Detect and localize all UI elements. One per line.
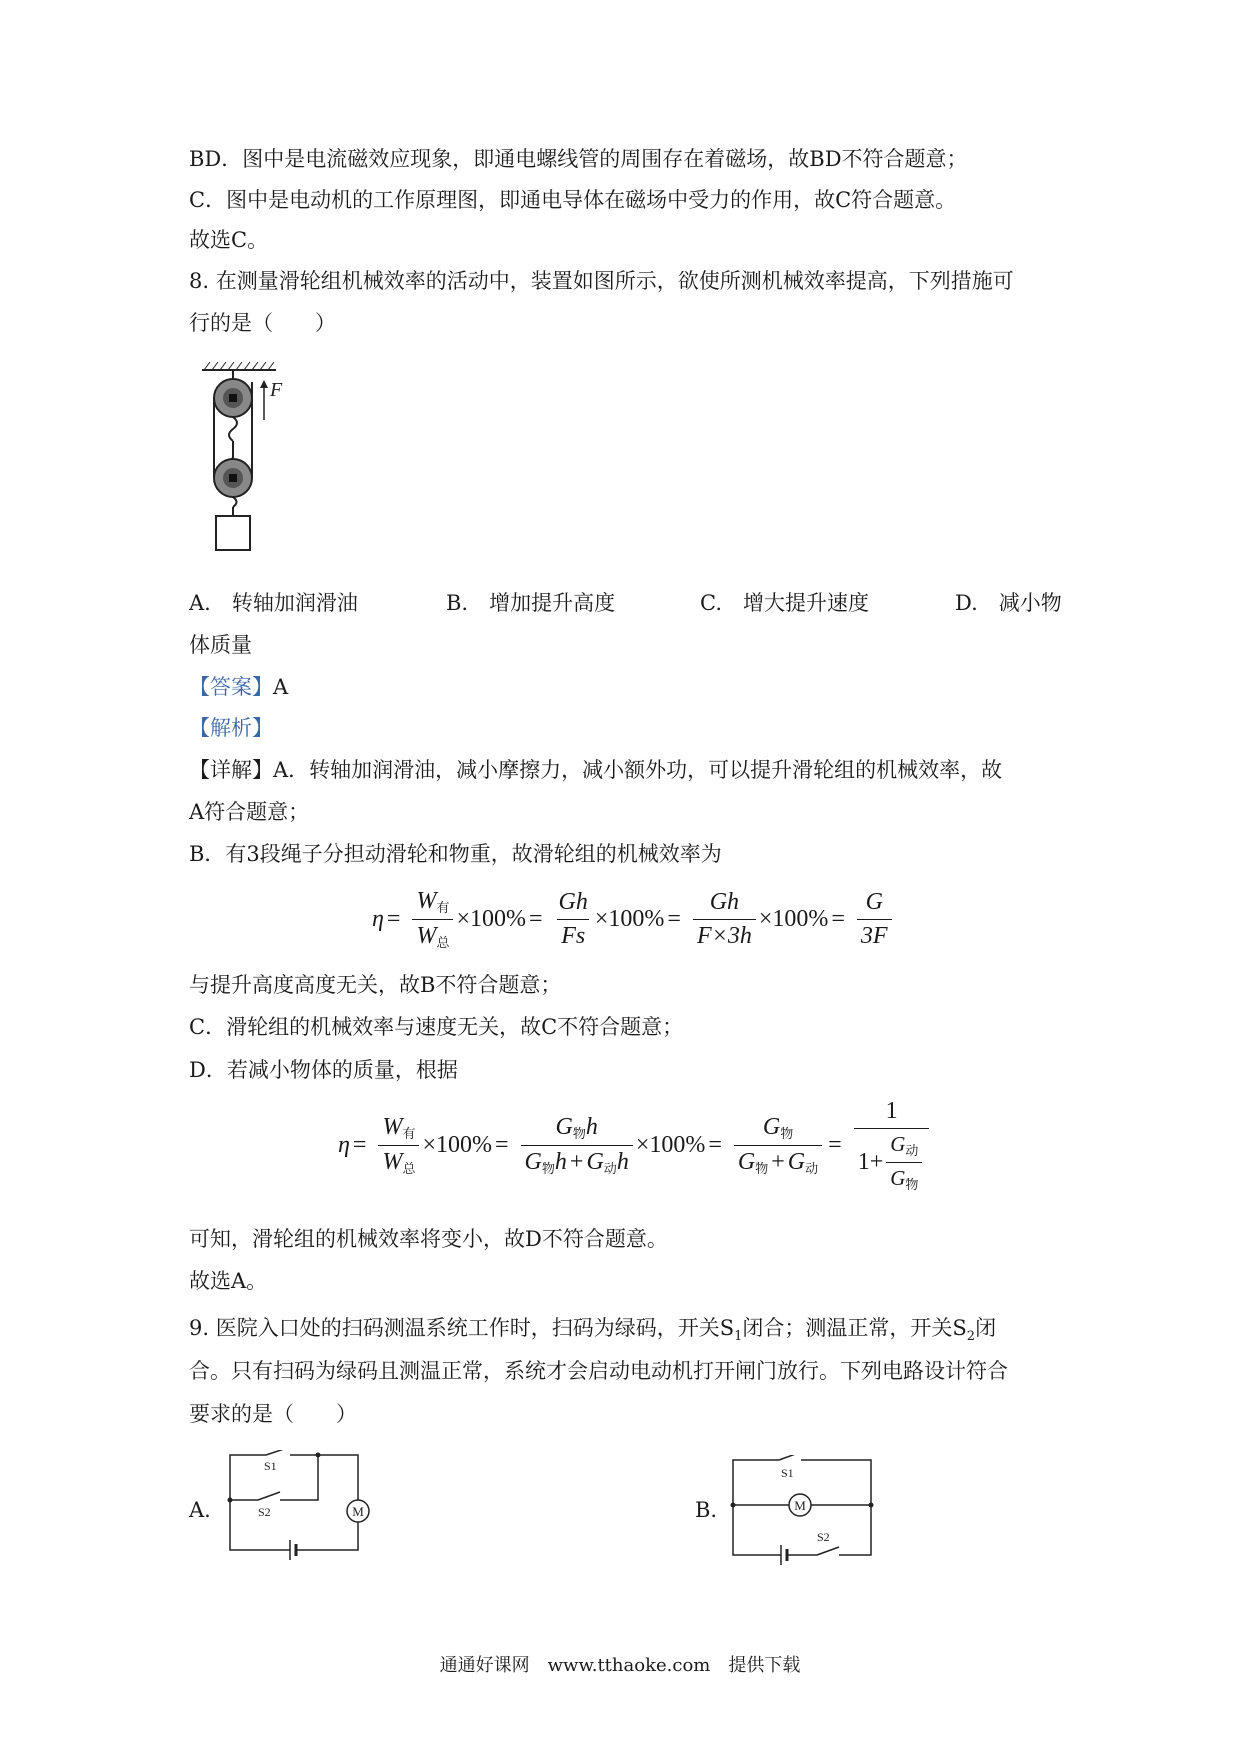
q9-option-b-label: B. (695, 1498, 718, 1522)
detail-line-a-cont: A符合题意； (189, 800, 310, 824)
efficiency-equation-1: η = $\frac{W_有}{W_总}$ ×100% = $\frac{Gh}{Fs}$ ×100% = $\frac{Gh}{F\times 3h}$ ×100% = $\frac{G}{3F}$ (372, 888, 895, 951)
switch-s2-label-a: S2 (258, 1505, 271, 1519)
detail-line-d: D．若减小物体的质量，根据 (189, 1058, 458, 1082)
detail-line-b-conclusion: 与提升高度高度无关，故B不符合题意； (189, 973, 562, 997)
motor-label-b: M (794, 1498, 806, 1513)
detail-line-choose-a: 故选A。 (189, 1269, 268, 1293)
detail-line-d-conclusion: 可知，滑轮组的机械效率将变小，故D不符合题意。 (189, 1227, 668, 1251)
page-footer: 通通好课网 www.tthaoke.com 提供下载 (439, 1655, 801, 1676)
q8-option-d: D. 减小物 (955, 591, 1062, 615)
answer-value: A (273, 675, 289, 699)
switch-s1-label-a: S1 (264, 1459, 277, 1473)
question-9-line-3: 要求的是（ ） (189, 1402, 357, 1426)
analysis-tag: 【解析】 (189, 716, 273, 740)
detail-line-c: C．滑轮组的机械效率与速度无关，故C不符合题意； (189, 1015, 684, 1039)
switch-s2-label-b: S2 (817, 1530, 830, 1544)
circuit-diagram-a (218, 1450, 378, 1565)
question-8-line-1: 8. 在测量滑轮组机械效率的活动中，装置如图所示，欲使所测机械效率提高，下列措施可 (189, 269, 1014, 293)
question-9-line-2: 合。只有扫码为绿码且测温正常，系统才会启动电动机打开闸门放行。下列电路设计符合 (189, 1359, 1008, 1383)
q8-option-c: C. 增大提升速度 (700, 591, 869, 615)
eta-symbol: η (372, 906, 384, 932)
switch-s1-label-b: S1 (781, 1466, 794, 1480)
solution-line-choose-c: 故选C。 (189, 228, 269, 252)
question-8-line-2: 行的是（ ） (189, 311, 336, 335)
force-label: F (270, 379, 283, 401)
question-9-line-1: 9. 医院入口处的扫码测温系统工作时，扫码为绿码，开关$S_1$闭合；测温正常，开关$S_2$闭 (189, 1316, 997, 1345)
q8-option-d-continued: 体质量 (189, 633, 252, 657)
answer-line (189, 672, 288, 702)
q9-option-a-label: A. (189, 1498, 211, 1522)
solution-line-c: C．图中是电动机的工作原理图，即通电导体在磁场中受力的作用，故C符合题意。 (189, 188, 957, 212)
motor-label-a: M (352, 1504, 364, 1519)
solution-line-bd: BD．图中是电流磁效应现象，即通电螺线管的周围存在着磁场，故BD不符合题意； (189, 147, 968, 171)
detail-line-b: B．有3段绳子分担动滑轮和物重，故滑轮组的机械效率为 (189, 842, 722, 866)
q8-option-b: B. 增加提升高度 (446, 591, 616, 615)
q8-option-a: A. 转轴加润滑油 (189, 591, 358, 615)
pulley-system-diagram (196, 360, 306, 570)
answer-tag: 【答案】 (189, 675, 273, 699)
detail-line-a: 【详解】A．转轴加润滑油，减小摩擦力，减小额外功，可以提升滑轮组的机械效率，故 (189, 758, 1003, 782)
circuit-diagram-b (725, 1455, 880, 1570)
efficiency-equation-2: η = $\frac{W_有}{W_总}$ ×100% = $\frac{G_物h}{G_物h + G_动h}$ ×100% = $\frac{G_物}{G_物 + G_动}$ = 1 1+ $\frac{G_动}{G_物}$ (338, 1098, 932, 1193)
